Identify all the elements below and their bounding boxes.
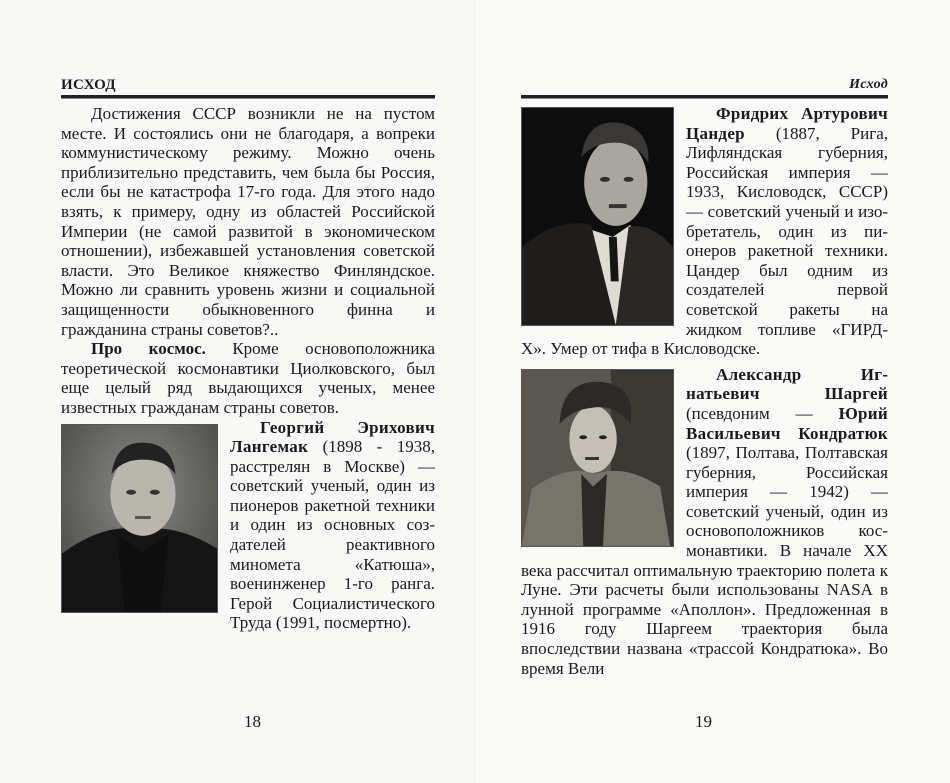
bio-name-langemak: Георгий Эрихович Лангемак (230, 417, 435, 457)
space-lead: Про космос. (91, 339, 206, 359)
right-page (476, 0, 950, 783)
text-column-left (61, 104, 435, 633)
pseudonym-lead: (псевдоним — (686, 403, 839, 423)
bio-text-zander: (1887, Рига, Лифляндская губерния, Российская империя — 1933, Кисловодск, СССР) — советский ученый и изобретатель, один из пионеров ракетной техники. Цандер был одним из создателей первой советской ракеты на жидком топливе «ГИРД-Х». Умер от тифа в Кисловодске. (521, 123, 888, 359)
page-number-left: 18 (244, 712, 261, 731)
intro-paragraph: Достижения СССР возникли не на пустом месте. И состоялись они не благодаря, а вопреки коммунистическому режиму. Можно очень приблизительно представить, чем была бы Россия, если бы не катастрофа 17-го года. Для этого надо взять, к примеру, одну из областей Российской Империи (не самой развитой в экономическом отношении), избежавшей установления советской власти. Это Великое княжество Финляндское. Можно ли сравнить уровень жизни и социальной защищенности обыкновенного финна и гражданина страны советов?.. (61, 104, 435, 339)
header-rule-left (61, 95, 435, 99)
running-head-right: Исход (849, 77, 888, 92)
text-column-right (521, 104, 888, 678)
space-paragraph (61, 339, 435, 417)
page-number-right: 19 (695, 712, 712, 731)
bio-text-shargei: (1897, Полтава, Полтавская губерния, Российская империя — 1942) — советский ученый, один из основоположников космонавтики. В начале XX века рассчитал оптимальную траекторию полета к Луне. Эти расчеты были использованы NASA в лунной программе «Аполлон». Предложенная в 1916 году Шаргеем траектория была впоследствии названа «трассой Кондратюка». Во время Вели (521, 443, 888, 678)
bio-text-langemak: (1898 - 1938, расстрелян в Москве) — советский ученый, один из пионеров ракетной техники и один из основных создателей реактивного миномета «Катюша», военинженер 1-го ранга. Герой Социалистического Труда (1991, посмертно). (230, 437, 435, 633)
bio-pseudonym-shargei: Юрий Васильевич Кондратюк (686, 403, 888, 443)
portrait-shargei-icon (521, 369, 674, 547)
bio-name-zander: Фридрих Артурович Цандер (686, 104, 888, 143)
bio-name-shargei: Александр Игнатьевич Шаргей (686, 364, 888, 404)
portrait-langemak-icon (61, 424, 218, 613)
portrait-zander-icon (521, 107, 674, 326)
space-text: Кроме основоположника теоретической космонавтики Циолковского, был еще целый ряд выдающихся ученых, менее известных гражданам страны советов. (61, 339, 435, 417)
running-head-left: ИСХОД (61, 77, 116, 93)
header-rule-right (521, 95, 888, 99)
